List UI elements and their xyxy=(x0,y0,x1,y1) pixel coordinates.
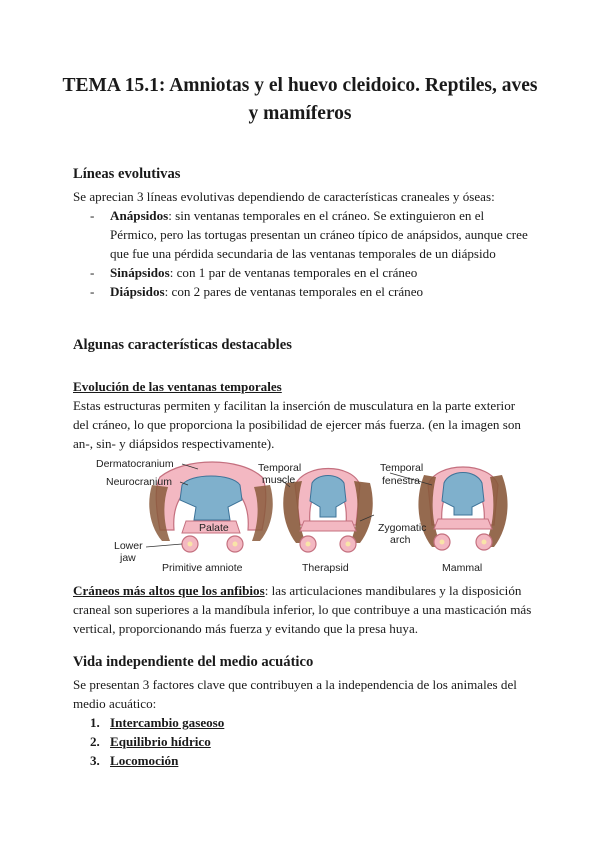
item-number: 2. xyxy=(90,734,100,749)
item-text: : con 1 par de ventanas temporales en el cráneo xyxy=(169,265,418,280)
ventanas-text: Estas estructuras permiten y facilitan la inserción de musculatura en la parte exterior del cráneo, lo que proporciona la posibilidad de ejercer más fuerza. (en la imagen son an-, sin- y diápsidos respectivamente). xyxy=(73,398,521,451)
term-anapsidos: Anápsidos xyxy=(110,208,169,223)
item-number: 1. xyxy=(90,715,100,730)
craneos-term: Cráneos más altos que los anfibios xyxy=(73,583,265,598)
list-item: - Diápsidos: con 2 pares de ventanas temporales en el cráneo xyxy=(90,284,424,299)
neurocranium-shape xyxy=(180,476,242,520)
item-text: : con 2 pares de ventanas temporales en el cráneo xyxy=(164,284,424,299)
label-dermatocranium: Dermatocranium xyxy=(96,458,174,470)
term-diapsidos: Diápsidos xyxy=(110,284,165,299)
label-zygomatic-arch: arch xyxy=(390,534,411,546)
lower-jaw-circle xyxy=(346,542,351,547)
section-heading-vida: Vida independiente del medio acuático xyxy=(73,654,314,670)
list-item: - Anápsidos: sin ventanas temporales en el cráneo. Se extinguieron en el Pérmico, pero las tortugas presentan un cráneo típico de anápsidos, aunque cree que fue una pérdida secundaria de las ventanas temporales de un diápsido xyxy=(90,208,528,261)
list-item: - Sinápsidos: con 1 par de ventanas temporales en el cráneo xyxy=(90,265,418,280)
label-lower-jaw: jaw xyxy=(120,552,136,564)
skull-therapsid xyxy=(283,469,373,553)
lower-jaw-circle xyxy=(482,540,487,545)
item-number: 3. xyxy=(90,753,100,768)
neurocranium-shape xyxy=(442,473,484,516)
craneos-text: : las articulaciones mandibulares y la disposición craneal son superiores a la mandíbula inferior, lo que contribuye a una masticación más vertical, proporcionando más fuerza y evitando que la presa huya. xyxy=(73,583,532,636)
item-label: Equilibrio hídrico xyxy=(110,734,211,749)
lower-jaw-circle xyxy=(188,542,193,547)
label-palate: Palate xyxy=(199,522,229,534)
label-temporal-fenestra: fenestra xyxy=(382,475,420,487)
vida-intro: Se presentan 3 factores clave que contribuyen a la independencia de los animales del medio acuático: xyxy=(73,677,517,711)
list-item xyxy=(90,751,224,770)
label-temporal-muscle: muscle xyxy=(262,474,296,486)
palate-shape xyxy=(300,521,356,531)
lower-jaw-circle xyxy=(306,542,311,547)
palate-shape xyxy=(434,519,492,529)
page-title: TEMA 15.1: Amniotas y el huevo cleidoico. Reptiles, aves y mamíferos xyxy=(62,75,538,124)
list-item xyxy=(90,713,224,732)
item-label: Intercambio gaseoso xyxy=(110,715,225,730)
list-item xyxy=(90,732,224,751)
lineas-list xyxy=(90,206,530,301)
term-sinapsidos: Sinápsidos xyxy=(110,265,170,280)
subheading-ventanas: Evolución de las ventanas temporales xyxy=(73,379,282,394)
label-zygomatic-arch: Zygomatic xyxy=(378,522,427,534)
label-temporal-muscle: Temporal xyxy=(258,462,302,474)
caption-therapsid: Therapsid xyxy=(302,562,349,574)
label-lower-jaw: Lower xyxy=(114,540,143,552)
neurocranium-shape xyxy=(310,476,346,518)
vida-list xyxy=(90,713,224,770)
item-text: : sin ventanas temporales en el cráneo. Se extinguieron en el Pérmico, pero las tortugas presentan un cráneo típico de anápsidos, aunque cree que fue una pérdida secundaria de las ventanas temporales de un diápsido xyxy=(110,208,528,261)
skull-mammal xyxy=(418,467,507,550)
lower-jaw-circle xyxy=(233,542,238,547)
label-temporal-fenestra: Temporal xyxy=(380,462,424,474)
lower-jaw-circle xyxy=(440,540,445,545)
caption-primitive-amniote: Primitive amniote xyxy=(162,562,243,574)
skull-figure xyxy=(90,455,520,577)
caption-mammal: Mammal xyxy=(442,562,483,574)
item-label: Locomoción xyxy=(110,753,179,768)
lineas-intro: Se aprecian 3 líneas evolutivas dependiendo de características craneales y óseas: xyxy=(73,189,495,204)
section-heading-lineas: Líneas evolutivas xyxy=(73,166,181,182)
label-neurocranium: Neurocranium xyxy=(106,476,172,488)
craneos-paragraph xyxy=(73,581,533,638)
section-heading-caracteristicas: Algunas características destacables xyxy=(73,337,292,353)
